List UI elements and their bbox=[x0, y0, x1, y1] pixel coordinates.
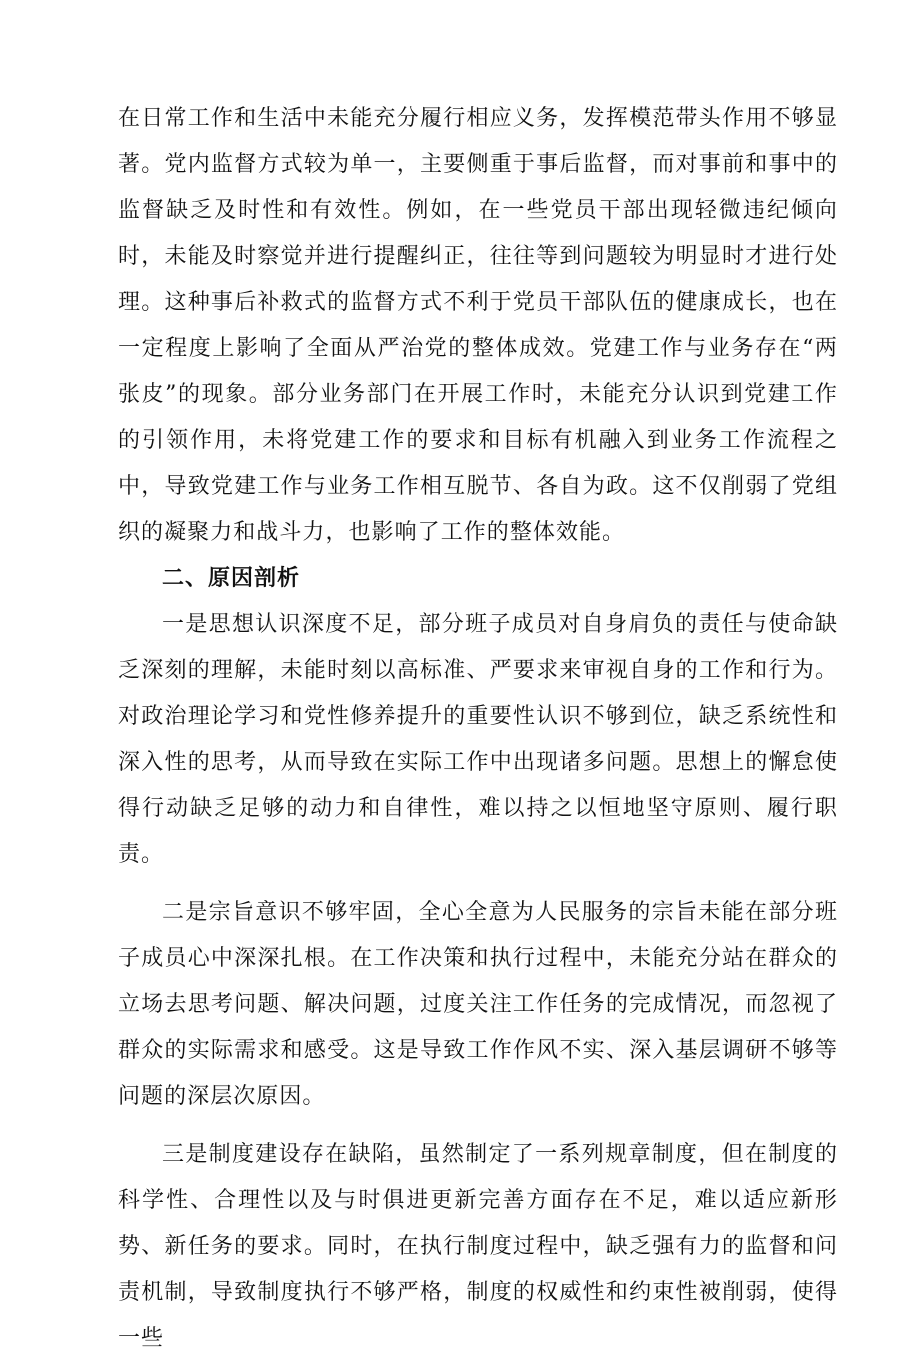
section-heading: 二、原因剖析 bbox=[162, 566, 301, 591]
document-body bbox=[118, 96, 838, 1362]
paragraph-purpose-awareness: 二是宗旨意识不够牢固，全心全意为人民服务的宗旨未能在部分班子成员心中深深扎根。在工作决策和执行过程中，未能充分站在群众的立场去思考问题、解决问题，过度关注工作任务的完成情况，而忽视了群众的实际需求和感受。这是导致工作作风不实、深入基层调研不够等问题的深层次原因。 bbox=[118, 900, 838, 1109]
paragraph-thought-awareness: 一是思想认识深度不足，部分班子成员对自身肩负的责任与使命缺乏深刻的理解，未能时刻以高标准、严要求来审视自身的工作和行为。对政治理论学习和党性修养提升的重要性认识不够到位，缺乏系统性和深入性的思考，从而导致在实际工作中出现诸多问题。思想上的懈怠使得行动缺乏足够的动力和自律性，难以持之以恒地坚守原则、履行职责。 bbox=[118, 612, 838, 867]
paragraph-system-construction: 三是制度建设存在缺陷，虽然制定了一系列规章制度，但在制度的科学性、合理性以及与时俱进更新完善方面存在不足，难以适应新形势、新任务的要求。同时，在执行制度过程中，缺乏强有力的监督和问责机制，导致制度执行不够严格，制度的权威性和约束性被削弱，使得一些 bbox=[118, 1142, 838, 1351]
continuation-paragraph: 在日常工作和生活中未能充分履行相应义务，发挥模范带头作用不够显著。党内监督方式较为单一，主要侧重于事后监督，而对事前和事中的监督缺乏及时性和有效性。例如，在一些党员干部出现轻微违纪倾向时，未能及时察觉并进行提醒纠正，往往等到问题较为明显时才进行处理。这种事后补救式的监督方式不利于党员干部队伍的健康成长，也在一定程度上影响了全面从严治党的整体成效。党建工作与业务存在“两张皮”的现象。部分业务部门在开展工作时，未能充分认识到党建工作的引领作用，未将党建工作的要求和目标有机融入到业务工作流程之中，导致党建工作与业务工作相互脱节、各自为政。这不仅削弱了党组织的凝聚力和战斗力，也影响了工作的整体效能。 bbox=[118, 106, 838, 545]
